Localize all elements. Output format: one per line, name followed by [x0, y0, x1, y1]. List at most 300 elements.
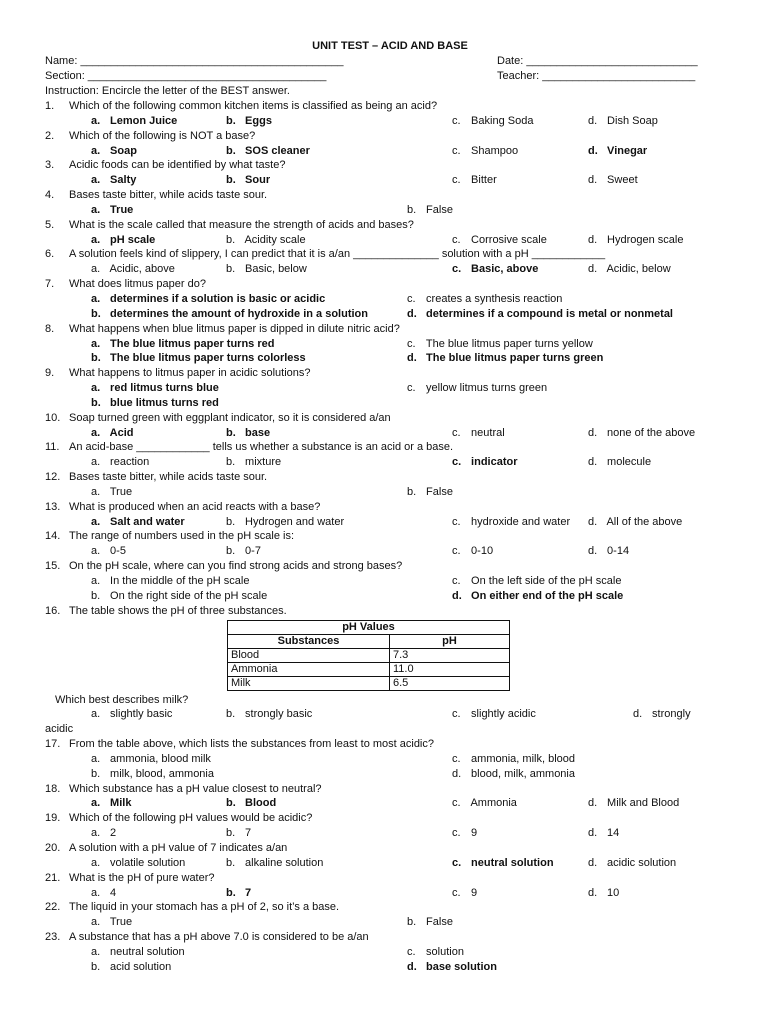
date-field: Date: ____________________________ — [497, 55, 698, 67]
answer-options — [45, 589, 725, 604]
question-number: 2. — [45, 129, 55, 142]
question-number: 9. — [45, 367, 55, 380]
answer-option-a[interactable] — [91, 574, 249, 589]
question-12 — [45, 470, 725, 485]
option-letter: b. — [226, 708, 236, 721]
answer-option-b[interactable] — [407, 203, 453, 218]
option-letter: b. — [226, 856, 236, 869]
option-letter: d. — [588, 114, 598, 127]
answer-option-d[interactable] — [588, 262, 671, 277]
option-letter: d. — [407, 307, 417, 320]
option-letter: d. — [588, 456, 598, 469]
option-letter: c. — [452, 456, 462, 469]
answer-options — [45, 574, 725, 589]
ph-cell: 7.3 — [390, 648, 510, 662]
q16-options — [45, 707, 725, 722]
table-row — [228, 676, 510, 690]
option-text: Soap — [107, 144, 137, 157]
option-text: indicator — [468, 456, 518, 469]
option-text: True — [107, 203, 134, 216]
option-text: acidic solution — [604, 856, 677, 869]
option-letter: d. — [588, 545, 598, 558]
question-7 — [45, 277, 725, 292]
option-letter: b. — [226, 827, 236, 840]
answer-option-c[interactable] — [452, 856, 554, 871]
question-13 — [45, 500, 725, 515]
answer-option-b[interactable] — [226, 886, 251, 901]
option-letter: d. — [588, 144, 598, 157]
option-letter: c. — [452, 114, 461, 127]
option-text: The blue litmus paper turns yellow — [423, 337, 593, 350]
answer-options — [45, 515, 725, 530]
option-text: Milk and Blood — [604, 797, 680, 810]
option-letter: d. — [588, 426, 598, 439]
option-text: red litmus turns blue — [107, 382, 219, 395]
question-text: The range of numbers used in the pH scale is: — [69, 530, 295, 543]
option-letter: d. — [588, 886, 598, 899]
answer-options — [45, 455, 725, 470]
option-text: acid solution — [107, 960, 172, 973]
answer-option-c[interactable] — [452, 114, 533, 129]
option-text: 9 — [468, 886, 478, 899]
answer-option-d[interactable] — [588, 455, 651, 470]
answer-option-a[interactable] — [91, 826, 116, 841]
option-letter: b. — [226, 456, 236, 469]
option-letter: c. — [452, 575, 461, 587]
option-letter: b. — [226, 114, 236, 127]
answer-option-a[interactable] — [91, 886, 116, 901]
q16-wrap-line: acidic — [45, 723, 74, 736]
option-text: 0-14 — [604, 545, 630, 558]
option-text: 7 — [242, 827, 252, 840]
answer-options — [45, 767, 725, 782]
answer-option-b[interactable] — [226, 144, 310, 159]
option-text: Vinegar — [604, 144, 648, 157]
option-text: Acidity scale — [242, 233, 306, 246]
question-text: Which of the following pH values would be acidic? — [69, 812, 313, 825]
answer-option-b[interactable] — [91, 307, 368, 322]
answer-option-a[interactable] — [91, 337, 274, 352]
question-number: 6. — [45, 248, 55, 261]
question-text: What happens when blue litmus paper is dipped in dilute nitric acid? — [69, 322, 400, 335]
question-number: 3. — [45, 159, 55, 172]
option-letter: b. — [226, 263, 236, 276]
option-letter: d. — [588, 797, 598, 810]
question-text: Soap turned green with eggplant indicator, so it is considered a/an — [69, 411, 391, 424]
ph-cell: 11.0 — [390, 662, 510, 676]
question-text: From the table above, which lists the substances from least to most acidic? — [69, 738, 434, 751]
question-number: 23. — [45, 931, 61, 944]
option-letter: d. — [588, 856, 598, 869]
answer-option-c[interactable] — [407, 292, 562, 307]
option-letter: c. — [407, 292, 416, 305]
option-letter: c. — [407, 382, 416, 395]
section-field: Section: _______________________________________ — [45, 70, 327, 82]
question-text: What is the scale called that measure the strength of acids and bases? — [69, 218, 414, 231]
test-title: UNIT TEST – ACID AND BASE — [312, 40, 468, 52]
option-text: milk, blood, ammonia — [107, 767, 214, 780]
question-text: What happens to litmus paper in acidic solutions? — [69, 367, 311, 380]
question-text: Acidic foods can be identified by what taste? — [69, 159, 286, 172]
test-page — [45, 39, 725, 975]
ph-cell: 6.5 — [390, 676, 510, 690]
option-text: ammonia, blood milk — [107, 752, 211, 765]
question-17 — [45, 737, 725, 752]
answer-option-d[interactable] — [588, 796, 679, 811]
answer-option-a[interactable] — [91, 945, 185, 960]
option-letter: b. — [226, 886, 236, 899]
answer-option-d[interactable] — [588, 114, 658, 129]
question-text: A substance that has a pH above 7.0 is considered to be a/an — [69, 931, 369, 944]
question-number: 5. — [45, 218, 55, 231]
answer-option-c[interactable] — [407, 337, 593, 352]
question-text: Which of the following is NOT a base? — [69, 129, 256, 142]
option-text: solution — [423, 945, 464, 958]
option-letter: c. — [452, 886, 461, 899]
question-text: What is the pH of pure water? — [69, 871, 215, 884]
option-text: none of the above — [604, 426, 696, 439]
option-text: Basic, below — [242, 263, 307, 276]
answer-option-a[interactable] — [91, 856, 185, 871]
option-letter: b. — [407, 916, 417, 929]
option-letter: a. — [91, 337, 101, 350]
option-letter: c. — [452, 545, 461, 558]
answer-option-a[interactable] — [91, 515, 185, 530]
question-8 — [45, 322, 725, 337]
option-text: Basic, above — [468, 263, 539, 276]
answer-option-b[interactable] — [407, 915, 453, 930]
answer-options — [45, 233, 725, 248]
option-text: 0-7 — [242, 545, 261, 558]
question-number: 15. — [45, 560, 61, 573]
option-letter: d. — [452, 589, 462, 602]
answer-option-a[interactable] — [91, 144, 137, 159]
header-row-1 — [45, 54, 725, 69]
option-letter: b. — [407, 485, 417, 498]
answer-options — [45, 173, 725, 188]
option-text: volatile solution — [107, 856, 186, 869]
answer-option-a[interactable] — [91, 544, 126, 559]
answer-option-d[interactable] — [588, 515, 682, 530]
q16-subquestion: Which best describes milk? — [55, 693, 189, 706]
answer-option-a[interactable] — [91, 203, 133, 218]
option-text: On the right side of the pH scale — [107, 589, 268, 602]
header-row-2 — [45, 69, 725, 84]
answer-option-b[interactable] — [91, 767, 214, 782]
answer-options — [45, 114, 725, 129]
question-number: 16. — [45, 604, 61, 617]
question-20 — [45, 841, 725, 856]
answer-option-b[interactable] — [91, 396, 219, 411]
question-19 — [45, 811, 725, 826]
answer-option-b[interactable] — [91, 960, 171, 975]
option-text: ammonia, milk, blood — [468, 752, 575, 765]
option-letter: d. — [633, 708, 643, 721]
question-9 — [45, 366, 725, 381]
option-letter: a. — [91, 114, 101, 127]
option-text: base solution — [423, 960, 497, 973]
question-11 — [45, 440, 725, 455]
substance-cell: Ammonia — [228, 662, 390, 676]
answer-option-d[interactable] — [407, 307, 673, 322]
option-text: False — [423, 203, 453, 216]
question-number: 12. — [45, 471, 61, 484]
option-letter: b. — [91, 396, 101, 409]
answer-option-d[interactable] — [588, 826, 619, 841]
table-row — [228, 662, 510, 676]
answer-option-d[interactable] — [588, 886, 619, 901]
answer-option-c[interactable] — [452, 707, 536, 722]
answer-option-a[interactable] — [91, 707, 172, 722]
option-text: 0-10 — [468, 545, 494, 558]
answer-option-c[interactable] — [452, 426, 505, 441]
option-letter: c. — [407, 945, 416, 958]
option-letter: d. — [452, 767, 462, 780]
question-text: A solution feels kind of slippery, I can predict that it is a/an ______________ solution with a pH ____________ — [69, 248, 606, 261]
answer-option-a[interactable] — [91, 381, 219, 396]
question-5 — [45, 218, 725, 233]
option-text: strongly basic — [242, 708, 313, 721]
question-text: Which of the following common kitchen items is classified as being an acid? — [69, 100, 438, 112]
question-number: 1. — [45, 100, 55, 112]
option-text: Acidic, above — [107, 263, 175, 276]
answer-option-b[interactable] — [226, 796, 276, 811]
answer-option-d[interactable] — [452, 589, 623, 604]
question-15 — [45, 559, 725, 574]
option-letter: b. — [226, 426, 236, 439]
option-letter: a. — [91, 203, 101, 216]
answer-options — [45, 886, 725, 901]
question-number: 13. — [45, 500, 61, 513]
answer-option-b[interactable] — [226, 544, 261, 559]
option-letter: a. — [91, 263, 101, 276]
question-1 — [45, 99, 725, 114]
answer-option-a[interactable] — [91, 292, 325, 307]
question-text: An acid-base ____________ tells us whether a substance is an acid or a base. — [69, 441, 454, 454]
option-text: determines the amount of hydroxide in a solution — [107, 307, 368, 320]
option-letter: a. — [91, 886, 101, 899]
option-text: neutral solution — [107, 945, 185, 958]
option-text: determines if a solution is basic or acidic — [107, 292, 326, 305]
option-letter: d. — [407, 352, 417, 365]
option-letter: c. — [407, 337, 416, 350]
answer-option-c[interactable] — [407, 381, 547, 396]
answer-option-c[interactable] — [452, 544, 493, 559]
option-text: The blue litmus paper turns green — [423, 352, 604, 365]
answer-option-b[interactable] — [226, 856, 323, 871]
question-text: A solution with a pH value of 7 indicates a/an — [69, 841, 288, 854]
question-list-1 — [45, 99, 725, 619]
option-letter: c. — [452, 174, 461, 187]
question-6 — [45, 247, 725, 262]
question-text: What does litmus paper do? — [69, 278, 206, 291]
answer-option-b[interactable] — [226, 515, 344, 530]
question-number: 4. — [45, 189, 55, 202]
question-21 — [45, 871, 725, 886]
option-letter: a. — [91, 515, 101, 528]
option-letter: c. — [452, 263, 462, 276]
substance-cell: Blood — [228, 648, 390, 662]
answer-option-a[interactable] — [91, 455, 149, 470]
option-letter: a. — [91, 382, 101, 395]
answer-option-b[interactable] — [226, 426, 270, 441]
option-letter: a. — [91, 752, 101, 765]
option-letter: d. — [588, 174, 598, 187]
option-letter: a. — [91, 426, 101, 439]
option-text: Shampoo — [468, 144, 519, 157]
question-text: Bases taste bitter, while acids taste sour. — [69, 189, 268, 202]
answer-option-c[interactable] — [452, 173, 497, 188]
option-text: Lemon Juice — [107, 114, 178, 127]
option-text: strongly — [649, 708, 691, 721]
option-text: Acid — [107, 426, 134, 439]
answer-option-d[interactable] — [588, 233, 684, 248]
option-letter: c. — [452, 144, 461, 157]
option-letter: d. — [588, 515, 598, 528]
option-text: base — [242, 426, 271, 439]
answer-option-d[interactable] — [452, 767, 575, 782]
question-number: 7. — [45, 278, 55, 291]
option-text: slightly basic — [107, 708, 173, 721]
option-text: 14 — [604, 827, 620, 840]
answer-option-d[interactable] — [588, 544, 629, 559]
instruction: Instruction: Encircle the letter of the BEST answer. — [45, 85, 290, 97]
option-text: Sweet — [604, 174, 638, 187]
answer-option-a[interactable] — [91, 796, 131, 811]
option-text: Salty — [107, 174, 137, 187]
question-list-2 — [45, 737, 725, 975]
answer-option-b[interactable] — [226, 262, 307, 277]
answer-option-a[interactable] — [91, 173, 136, 188]
answer-option-d[interactable] — [588, 144, 647, 159]
answer-options — [45, 826, 725, 841]
answer-option-c[interactable] — [452, 262, 538, 277]
option-letter: a. — [91, 545, 101, 558]
question-number: 10. — [45, 411, 61, 424]
answer-option-d[interactable] — [407, 960, 497, 975]
option-text: reaction — [107, 456, 150, 469]
option-letter: b. — [91, 589, 101, 602]
answer-options — [45, 203, 725, 218]
ph-table-caption: pH Values — [228, 620, 510, 634]
answer-options — [45, 381, 725, 396]
option-letter: b. — [226, 797, 236, 810]
answer-option-d[interactable] — [588, 173, 638, 188]
answer-options — [45, 351, 725, 366]
option-text: The blue litmus paper turns colorless — [107, 352, 306, 365]
option-text: neutral — [468, 426, 505, 439]
answer-option-c[interactable] — [452, 752, 575, 767]
answer-option-a[interactable] — [91, 915, 132, 930]
option-letter: b. — [226, 515, 236, 528]
answer-option-b[interactable] — [226, 233, 306, 248]
answer-option-c[interactable] — [407, 945, 464, 960]
option-letter: a. — [91, 827, 101, 840]
option-letter: c. — [452, 797, 461, 810]
answer-option-c[interactable] — [452, 826, 477, 841]
option-text: On either end of the pH scale — [468, 589, 624, 602]
answer-option-c[interactable] — [452, 233, 547, 248]
answer-option-b[interactable] — [91, 589, 267, 604]
answer-option-b[interactable] — [91, 351, 306, 366]
answer-options — [45, 426, 725, 441]
question-text: The table shows the pH of three substances. — [69, 604, 287, 617]
option-text: Acidic, below — [604, 263, 671, 276]
answer-options — [45, 396, 725, 411]
answer-option-c[interactable] — [452, 144, 518, 159]
question-4 — [45, 188, 725, 203]
option-letter: a. — [91, 856, 101, 869]
answer-option-d[interactable] — [633, 707, 691, 722]
answer-options — [45, 915, 725, 930]
question-3 — [45, 158, 725, 173]
answer-option-c[interactable] — [452, 796, 517, 811]
option-text: Hydrogen and water — [242, 515, 345, 528]
option-letter: b. — [407, 203, 417, 216]
option-letter: a. — [91, 797, 101, 810]
option-letter: a. — [91, 292, 101, 305]
answer-option-a[interactable] — [91, 114, 177, 129]
option-letter: b. — [91, 307, 101, 320]
answer-option-a[interactable] — [91, 262, 175, 277]
option-text: All of the above — [604, 515, 683, 528]
answer-option-c[interactable] — [452, 574, 621, 589]
option-letter: c. — [452, 708, 461, 721]
question-number: 21. — [45, 871, 61, 884]
option-letter: d. — [407, 960, 417, 973]
question-text: Which substance has a pH value closest to neutral? — [69, 782, 322, 795]
answer-options — [45, 856, 725, 871]
answer-option-b[interactable] — [226, 114, 272, 129]
substance-cell: Milk — [228, 676, 390, 690]
answer-options — [45, 796, 725, 811]
option-letter: c. — [452, 426, 461, 439]
option-letter: c. — [452, 752, 461, 765]
option-text: False — [423, 916, 453, 929]
option-text: True — [107, 916, 133, 929]
answer-options — [45, 307, 725, 322]
answer-option-c[interactable] — [452, 455, 518, 470]
option-text: SOS cleaner — [242, 144, 310, 157]
answer-option-c[interactable] — [452, 886, 477, 901]
answer-option-b[interactable] — [407, 485, 453, 500]
question-22 — [45, 900, 725, 915]
option-letter: a. — [91, 233, 101, 246]
answer-option-c[interactable] — [452, 515, 570, 530]
answer-option-d[interactable] — [407, 351, 603, 366]
option-letter: a. — [91, 945, 101, 958]
option-letter: b. — [91, 352, 101, 365]
option-letter: d. — [588, 827, 598, 840]
answer-option-d[interactable] — [588, 856, 676, 871]
answer-option-b[interactable] — [226, 455, 281, 470]
answer-option-a[interactable] — [91, 426, 134, 441]
option-text: yellow litmus turns green — [423, 382, 548, 395]
option-letter: d. — [588, 233, 598, 246]
answer-option-a[interactable] — [91, 485, 132, 500]
option-letter: d. — [588, 263, 598, 276]
answer-option-b[interactable] — [226, 707, 312, 722]
option-text: False — [423, 485, 453, 498]
option-text: hydroxide and water — [468, 515, 571, 528]
answer-option-a[interactable] — [91, 752, 211, 767]
answer-option-a[interactable] — [91, 233, 155, 248]
answer-option-b[interactable] — [226, 826, 251, 841]
option-letter: a. — [91, 144, 101, 157]
answer-option-b[interactable] — [226, 173, 270, 188]
option-text: Bitter — [468, 174, 497, 187]
answer-option-d[interactable] — [588, 426, 695, 441]
